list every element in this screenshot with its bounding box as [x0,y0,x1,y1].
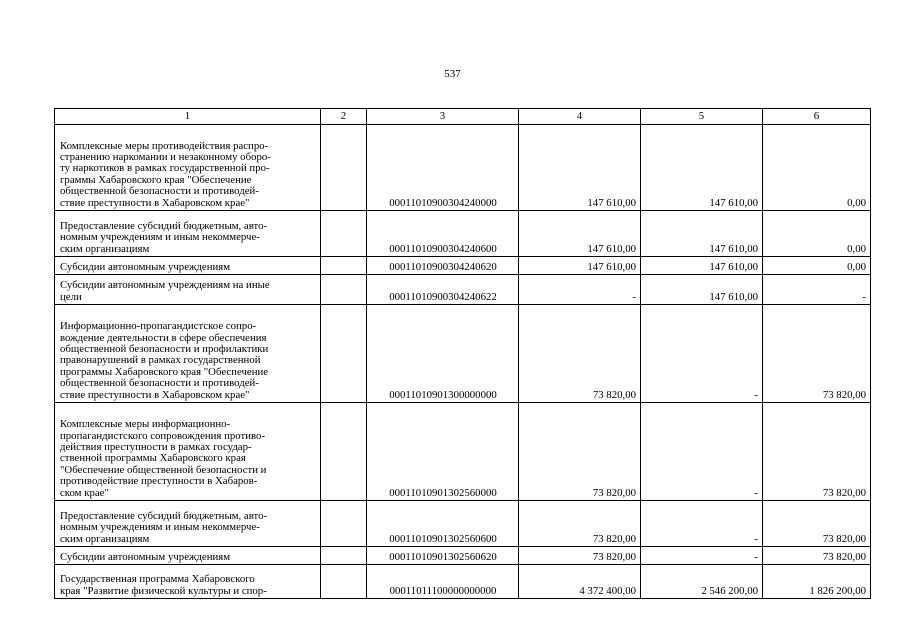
description-line: Субсидии автономным учреждениям [60,260,231,273]
row-column-2 [321,305,367,403]
row-column-6: 73 820,00 [763,403,871,501]
row-code: 00011010900304240620 [367,257,519,275]
row-column-6: 1 826 200,00 [763,565,871,599]
budget-table [54,108,871,599]
description-line: "Обеспечение общественной безопасности и [60,463,267,476]
description-line: программы Хабаровского края "Обеспечение [60,365,269,378]
column-header-1: 1 [55,109,321,125]
column-header-6: 6 [763,109,871,125]
row-column-4: 73 820,00 [519,547,641,565]
description-line: Предоставление субсидий бюджетным, авто- [60,219,268,232]
description-line: ским организациям [60,242,150,255]
table-row [55,403,871,501]
table-row [55,565,871,599]
row-column-5: 147 610,00 [641,257,763,275]
row-column-6: 0,00 [763,257,871,275]
table-row [55,211,871,257]
row-column-2 [321,565,367,599]
row-column-4: 147 610,00 [519,257,641,275]
row-description [55,211,321,257]
row-column-2 [321,211,367,257]
row-column-6: 73 820,00 [763,547,871,565]
description-line: ту наркотиков в рамках государственной про- [60,162,270,175]
description-line: Субсидии автономным учреждениям [60,550,231,563]
table-row [55,275,871,305]
row-column-2 [321,257,367,275]
row-column-5: 2 546 200,00 [641,565,763,599]
column-header-2: 2 [321,109,367,125]
description-line: общественной безопасности и противодей- [60,185,259,198]
description-line: ствие преступности в Хабаровском крае" [60,196,250,209]
description-line: пропагандистского сопровождения противо- [60,429,266,442]
row-code: 00011010901302560620 [367,547,519,565]
row-column-2 [321,403,367,501]
row-column-5: - [641,403,763,501]
row-column-4: 73 820,00 [519,403,641,501]
description-line: Комплексные меры противодействия распро- [60,139,269,152]
description-line: странению наркомании и незаконному оборо- [60,150,271,163]
row-description [55,547,321,565]
row-column-4: - [519,275,641,305]
column-header-5: 5 [641,109,763,125]
row-column-2 [321,501,367,547]
row-code: 00011010900304240000 [367,125,519,211]
description-line: края "Развитие физической культуры и спор- [60,584,267,597]
row-column-6: 0,00 [763,125,871,211]
description-line: общественной безопасности и профилактики [60,342,269,355]
description-line: Субсидии автономным учреждениям на иные [60,279,270,292]
description-line: Информационно-пропагандистское сопро- [60,320,257,333]
description-line: номным учреждениям и иным некоммерче- [60,231,260,244]
row-column-2 [321,547,367,565]
table-row [55,501,871,547]
row-column-4: 73 820,00 [519,305,641,403]
description-line: действия преступности в рамках государ- [60,440,252,453]
row-column-5: 147 610,00 [641,125,763,211]
row-column-4: 73 820,00 [519,501,641,547]
row-column-4: 4 372 400,00 [519,565,641,599]
row-description [55,403,321,501]
row-column-6: 0,00 [763,211,871,257]
column-header-4: 4 [519,109,641,125]
row-column-2 [321,275,367,305]
row-column-6: - [763,275,871,305]
row-column-5: 147 610,00 [641,211,763,257]
row-description [55,565,321,599]
table-row [55,547,871,565]
row-code: 00011010901302560600 [367,501,519,547]
table-header-row [55,109,871,125]
description-line: Комплексные меры информационно- [60,418,231,431]
row-column-5: - [641,501,763,547]
row-code: 00011010901302560000 [367,403,519,501]
row-description [55,275,321,305]
row-code: 00011010900304240600 [367,211,519,257]
description-line: ственной программы Хабаровского края [60,452,246,465]
row-code: 00011011100000000000 [367,565,519,599]
description-line: общественной безопасности и противодей- [60,377,259,390]
column-header-3: 3 [367,109,519,125]
row-column-5: 147 610,00 [641,275,763,305]
row-column-2 [321,125,367,211]
row-code: 00011010900304240622 [367,275,519,305]
description-line: Предоставление субсидий бюджетным, авто- [60,509,268,522]
description-line: вождение деятельности в сфере обеспечения [60,331,267,344]
table-body [55,109,871,599]
table-row [55,305,871,403]
description-line: граммы Хабаровского края "Обеспечение [60,173,252,186]
table-row [55,125,871,211]
page-number: 537 [444,68,461,80]
row-description [55,305,321,403]
description-line: цели [60,290,82,303]
row-column-4: 147 610,00 [519,125,641,211]
row-column-5: - [641,305,763,403]
description-line: Государственная программа Хабаровского [60,573,255,586]
description-line: номным учреждениям и иным некоммерче- [60,521,260,534]
row-column-6: 73 820,00 [763,305,871,403]
row-description [55,125,321,211]
row-description [55,501,321,547]
row-code: 00011010901300000000 [367,305,519,403]
description-line: ским организациям [60,532,150,545]
row-column-4: 147 610,00 [519,211,641,257]
description-line: ском крае" [60,486,109,499]
description-line: противодействие преступности в Хабаров- [60,475,258,488]
row-column-5: - [641,547,763,565]
table-row [55,257,871,275]
row-column-6: 73 820,00 [763,501,871,547]
description-line: ствие преступности в Хабаровском крае" [60,388,250,401]
description-line: правонарушений в рамках государственной [60,354,261,367]
row-description [55,257,321,275]
